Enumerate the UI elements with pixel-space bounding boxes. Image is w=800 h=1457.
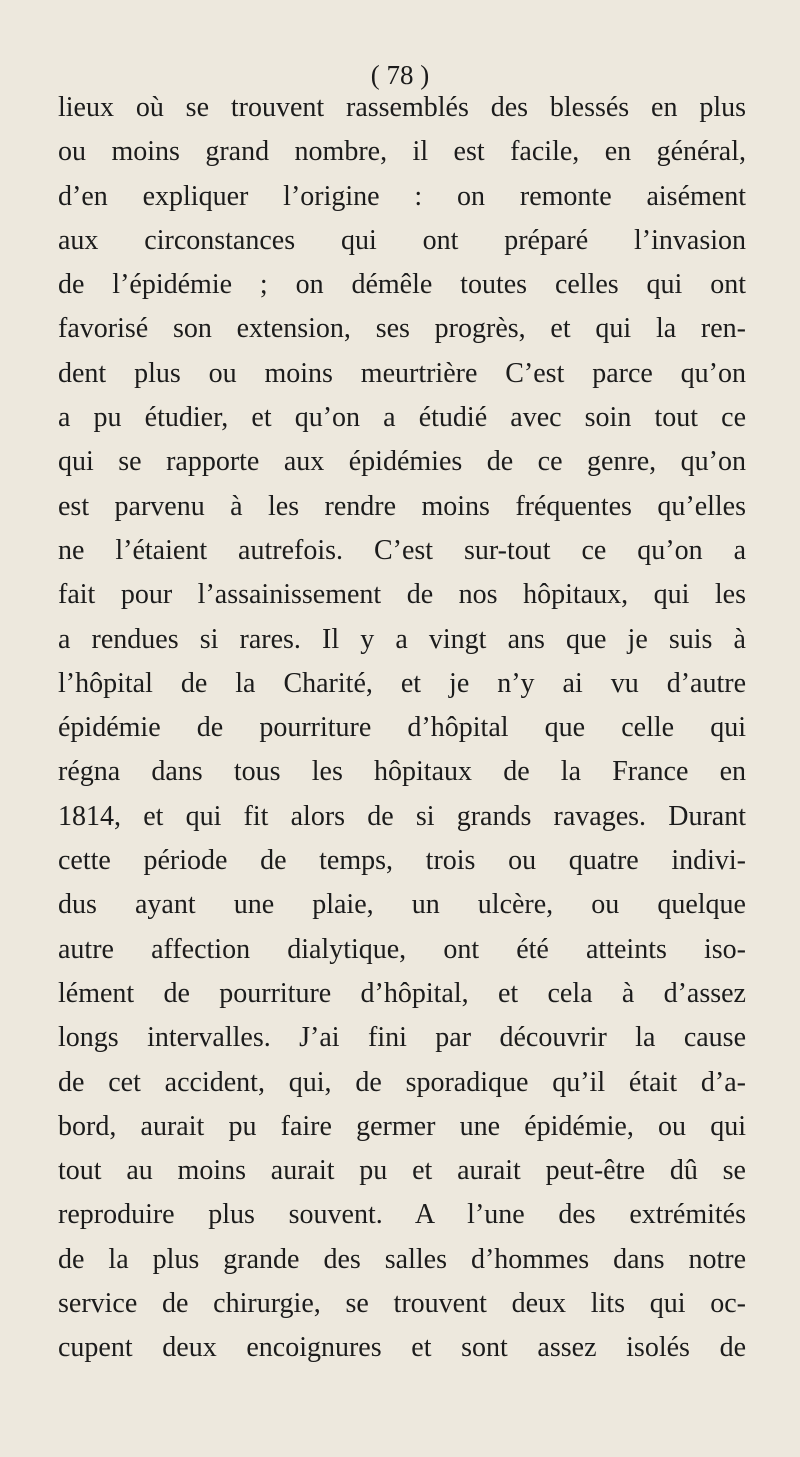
text-line: tout au moins aurait pu et aurait peut-être dû se [58,1155,746,1187]
text-line: de cet accident, qui, de sporadique qu’il était d’a- [58,1066,746,1098]
text-line: favorisé son extension, ses progrès, et qui la ren- [58,313,746,345]
page-number: ( 78 ) [370,60,430,90]
text-line: dent plus ou moins meurtrière C’est parce qu’on [58,357,746,389]
text-line: bord, aurait pu faire germer une épidémie, ou qui [58,1110,746,1142]
text-line: cette période de temps, trois ou quatre indivi- [58,845,746,877]
text-line: dus ayant une plaie, un ulcère, ou quelque [58,889,746,921]
text-line: 1814, et qui fit alors de si grands ravages. Durant [58,800,746,832]
text-line: longs intervalles. J’ai fini par découvrir la cause [58,1022,746,1054]
text-line: lément de pourriture d’hôpital, et cela à d’assez [58,977,746,1009]
text-line: ou moins grand nombre, il est facile, en général, [58,136,746,168]
text-line: de la plus grande des salles d’hommes dans notre [58,1243,746,1275]
text-line: est parvenu à les rendre moins fréquentes qu’elles [58,490,746,522]
text-line: a rendues si rares. Il y a vingt ans que je suis à [58,623,746,655]
text-line: d’en expliquer l’origine : on remonte aisément [58,180,746,212]
text-line: autre affection dialytique, ont été atteints iso- [58,933,746,965]
text-line: reproduire plus souvent. A l’une des extrémités [58,1199,746,1231]
text-line: fait pour l’assainissement de nos hôpitaux, qui les [58,579,746,611]
text-line: a pu étudier, et qu’on a étudié avec soin tout ce [58,402,746,434]
text-line: l’hôpital de la Charité, et je n’y ai vu d’autre [58,667,746,699]
text-line: épidémie de pourriture d’hôpital que celle qui [58,712,746,744]
text-line: régna dans tous les hôpitaux de la France en [58,756,746,788]
text-line: service de chirurgie, se trouvent deux lits qui oc- [58,1288,746,1320]
body-text [58,86,746,1371]
text-line: lieux où se trouvent rassemblés des blessés en plus [58,92,746,123]
text-line: qui se rapporte aux épidémies de ce genre, qu’on [58,446,746,478]
text-line: aux circonstances qui ont préparé l’invasion [58,224,746,256]
text-line: de l’épidémie ; on démêle toutes celles qui ont [58,269,746,301]
text-line: cupent deux encoignures et sont assez isolés de [58,1332,746,1364]
text-line: ne l’étaient autrefois. C’est sur-tout ce qu’on a [58,534,746,566]
